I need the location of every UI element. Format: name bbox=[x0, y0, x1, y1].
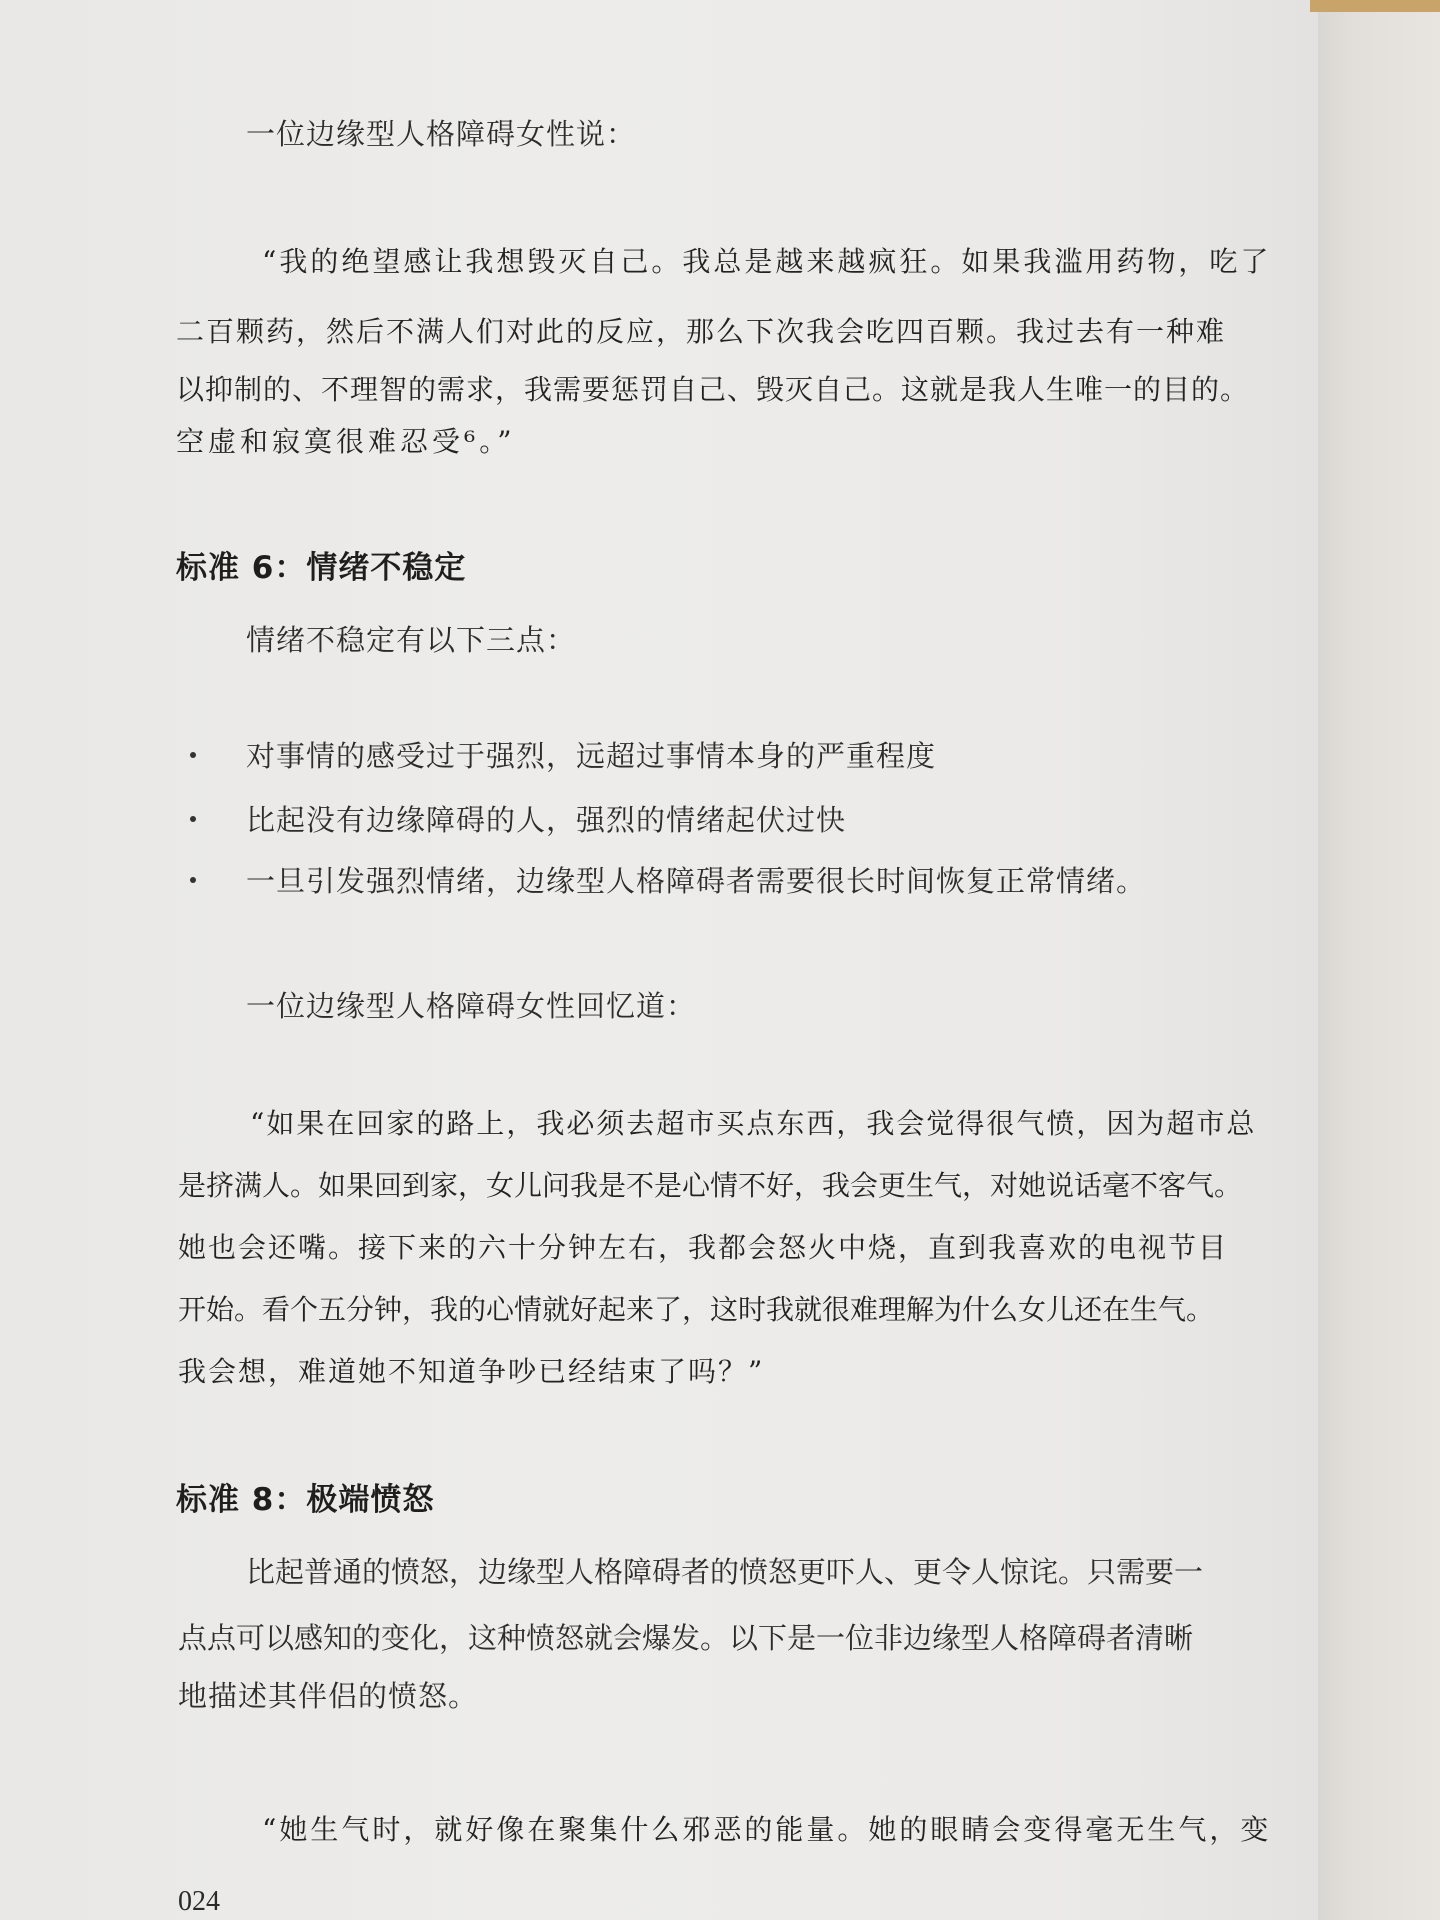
bullet-dot bbox=[190, 752, 196, 758]
quote1-line-1: “我的绝望感让我想毁灭自己。我总是越来越疯狂。如果我滥用药物，吃了 bbox=[262, 245, 1272, 278]
bullet-dot bbox=[190, 877, 196, 883]
quote2-line-1: “如果在回家的路上，我必须去超市买点东西，我会觉得很气愤，因为超市总 bbox=[250, 1107, 1257, 1140]
quote2-line-2: 是挤满人。如果回到家，女儿问我是不是心情不好，我会更生气，对她说话毫不客气。 bbox=[178, 1169, 1243, 1202]
page-number: 024 bbox=[178, 1886, 220, 1917]
quote1-line-2: 二百颗药，然后不满人们对此的反应，那么下次我会吃四百颗。我过去有一种难 bbox=[176, 315, 1227, 348]
bullet-item-1: 对事情的感受过于强烈，远超过事情本身的严重程度 bbox=[246, 739, 937, 773]
section8-paragraph-line-2: 点点可以感知的变化，这种愤怒就会爆发。以下是一位非边缘型人格障碍者清晰 bbox=[178, 1621, 1194, 1655]
intro-line: 一位边缘型人格障碍女性说： bbox=[246, 117, 637, 151]
quote2-line-3: 她也会还嘴。接下来的六十分钟左右，我都会怒火中烧，直到我喜欢的电视节目 bbox=[178, 1231, 1229, 1264]
section6-intro: 情绪不稳定有以下三点： bbox=[246, 623, 577, 657]
quote2-line-5: 我会想，难道她不知道争吵已经结束了吗？” bbox=[178, 1355, 765, 1388]
section8-paragraph-line-3: 地描述其伴侣的愤怒。 bbox=[178, 1679, 479, 1713]
bullet-item-3: 一旦引发强烈情绪，边缘型人格障碍者需要很长时间恢复正常情绪。 bbox=[246, 864, 1147, 898]
quote2-line-4: 开始。看个五分钟，我的心情就好起来了，这时我就很难理解为什么女儿还在生气。 bbox=[178, 1293, 1215, 1326]
section8-paragraph-line-1: 比起普通的愤怒，边缘型人格障碍者的愤怒更吓人、更令人惊诧。只需要一 bbox=[246, 1555, 1204, 1589]
quote3-line-1: “她生气时，就好像在聚集什么邪恶的能量。她的眼睛会变得毫无生气，变 bbox=[262, 1813, 1272, 1846]
section6-heading: 标准 6：情绪不稳定 bbox=[176, 550, 467, 586]
section6-recall: 一位边缘型人格障碍女性回忆道： bbox=[246, 989, 697, 1023]
quote1-line-3: 以抑制的、不理智的需求，我需要惩罚自己、毁灭自己。这就是我人生唯一的目的。 bbox=[176, 373, 1250, 406]
bullet-item-2: 比起没有边缘障碍的人，强烈的情绪起伏过快 bbox=[246, 803, 847, 837]
page-edge bbox=[1318, 0, 1440, 1920]
section8-heading: 标准 8：极端愤怒 bbox=[176, 1482, 435, 1518]
bullet-dot bbox=[190, 816, 196, 822]
book-cover-corner bbox=[1310, 0, 1440, 12]
quote1-line-4: 空虚和寂寞很难忍受⁶。” bbox=[176, 425, 516, 458]
